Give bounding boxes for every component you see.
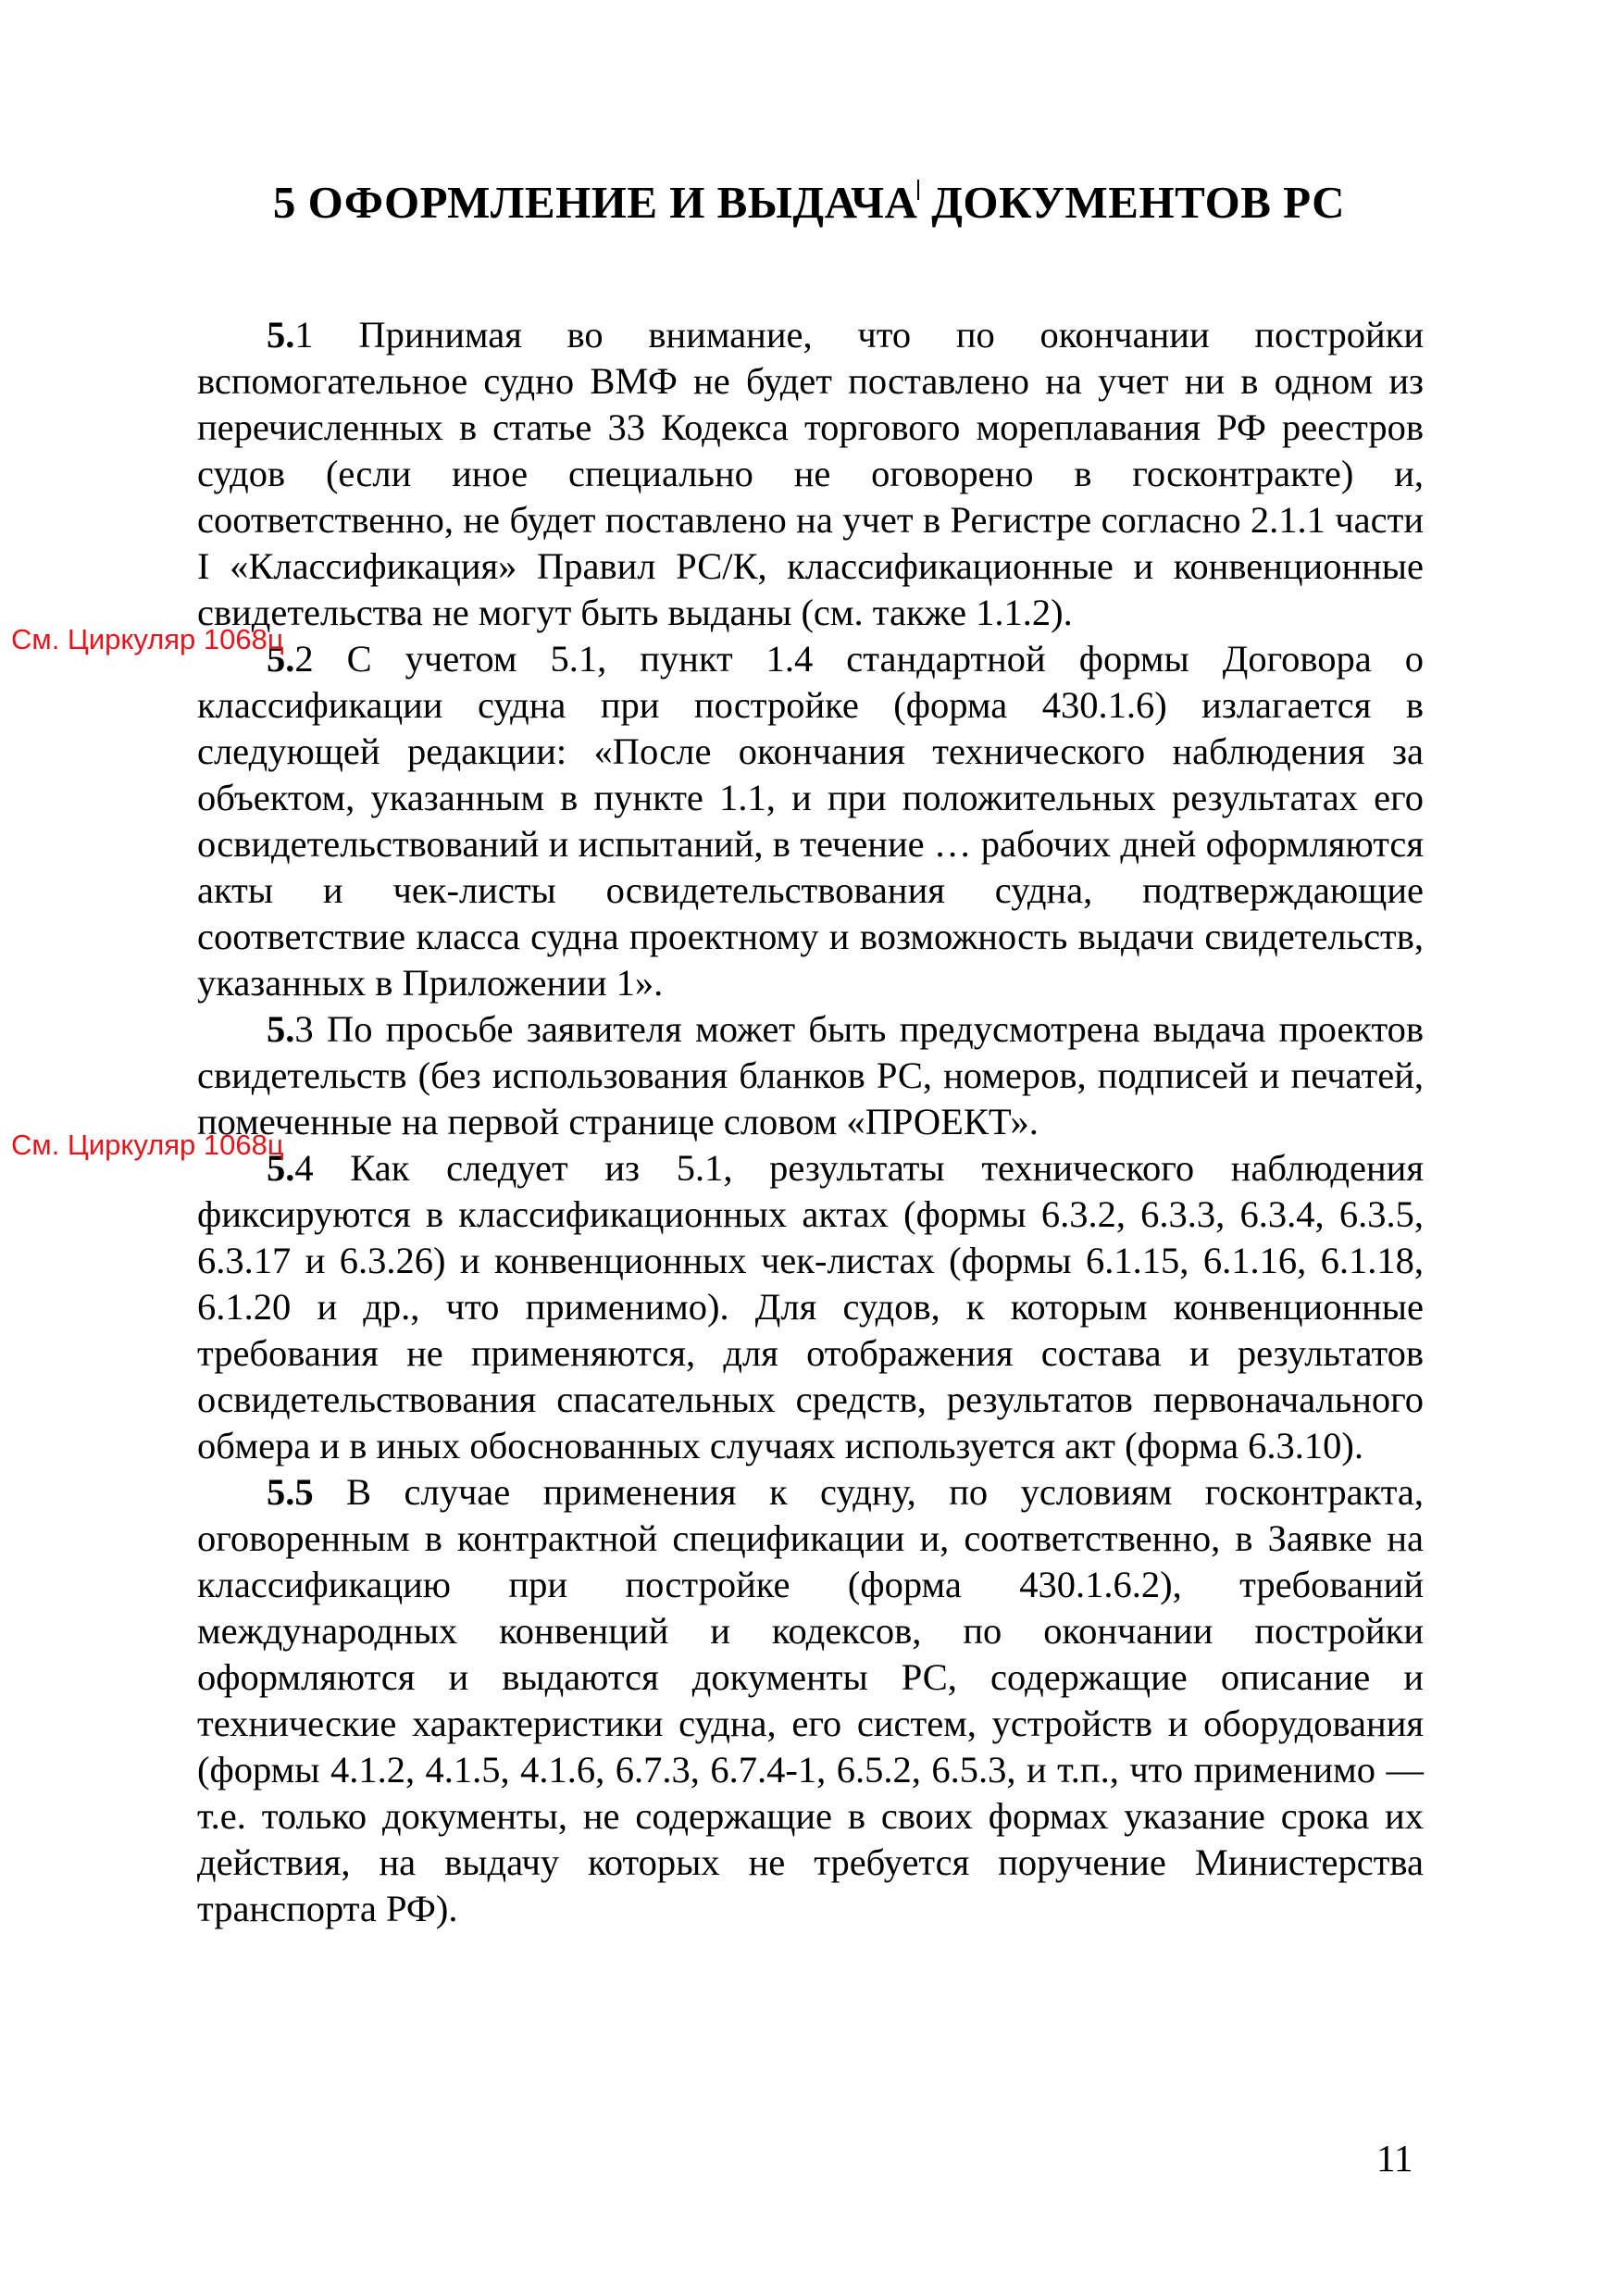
- paragraph-number: 5.5: [267, 1471, 314, 1513]
- paragraph-text: Принимая во внимание, что по окончании постройки вспомогательное судно ВМФ не будет поставлено на учет ни в одном из перечисленных в статье 33 Кодекса торгового мореплавания РФ реестров судов (если иное специально не оговорено в госконтракте) и, соответственно, не будет поставлено на учет в Регистре согласно 2.1.1 части I «Классификация» Правил РС/К, классификационные и конвенционные свидетельства не могут быть выданы (см. также 1.1.2).: [197, 314, 1424, 633]
- section-title-part2: ДОКУМЕНТОВ РС: [919, 177, 1346, 228]
- section-title-part1: 5 ОФОРМЛЕНИЕ И ВЫДАЧА: [272, 177, 918, 228]
- paragraph-5-4: [197, 1145, 1424, 1469]
- paragraph-number-rest: 2: [294, 638, 314, 680]
- paragraph-5-3: [197, 1006, 1424, 1145]
- paragraph-number: 5.: [267, 314, 295, 356]
- paragraph-text: С учетом 5.1, пункт 1.4 стандартной формы Договора о классификации судна при постройке (форма 430.1.6) излагается в следующей редакции: «После окончания технического наблюдения за объектом, указанным в пункте 1.1, и при положительных результатах его освидетельствований и испытаний, в течение … рабочих дней оформляются акты и чек-листы освидетельствования судна, подтверждающие соответствие класса судна проектному и возможность выдачи свидетельств, указанных в Приложении 1».: [197, 638, 1424, 1004]
- paragraph-text: В случае применения к судну, по условиям госконтракта, оговоренным в контрактной спецификации и, соответственно, в Заявке на классификацию при постройке (форма 430.1.6.2), требований международных конвенций и кодексов, по окончании постройки оформляются и выдаются документы РС, содержащие описание и технические характеристики судна, его систем, устройств и оборудования (формы 4.1.2, 4.1.5, 4.1.6, 6.7.3, 6.7.4-1, 6.5.2, 6.5.3, и т.п., что применимо — т.е. только документы, не содержащие в своих формах указание срока их действия, на выдачу которых не требуется поручение Министерства транспорта РФ).: [197, 1471, 1424, 1929]
- paragraph-number: 5.: [267, 638, 295, 680]
- paragraph-5-1: [197, 312, 1424, 636]
- paragraph-number-rest: 1: [294, 314, 314, 356]
- paragraph-number-rest: 4: [294, 1147, 314, 1189]
- section-title: [0, 176, 1618, 229]
- paragraph-5-5: [197, 1469, 1424, 1932]
- paragraph-text: Как следует из 5.1, результаты технического наблюдения фиксируются в классификационных актах (формы 6.3.2, 6.3.3, 6.3.4, 6.3.5, 6.3.17 и 6.3.26) и конвенционных чек-листах (формы 6.1.15, 6.1.16, 6.1.18, 6.1.20 и др., что применимо). Для судов, к которым конвенционные требования не применяются, для отображения состава и результатов освидетельствования спасательных средств, результатов первоначального обмера и в иных обоснованных случаях используется акт (форма 6.3.10).: [197, 1147, 1424, 1466]
- paragraph-5-2: [197, 636, 1424, 1006]
- section-body: [197, 312, 1424, 1932]
- page-number: 11: [1376, 2137, 1413, 2179]
- paragraph-number: 5.: [267, 1008, 295, 1050]
- paragraph-text: По просьбе заявителя может быть предусмотрена выдача проектов свидетельств (без использования бланков РС, номеров, подписей и печатей, помеченные на первой странице словом «ПРОЕКТ».: [197, 1008, 1424, 1142]
- circular-reference-link-2[interactable]: См. Циркуляр 1068ц: [11, 1129, 284, 1161]
- paragraph-number: 5.: [267, 1147, 295, 1189]
- circular-reference-link-1[interactable]: См. Циркуляр 1068ц: [11, 623, 284, 655]
- paragraph-number-rest: 3: [294, 1008, 314, 1050]
